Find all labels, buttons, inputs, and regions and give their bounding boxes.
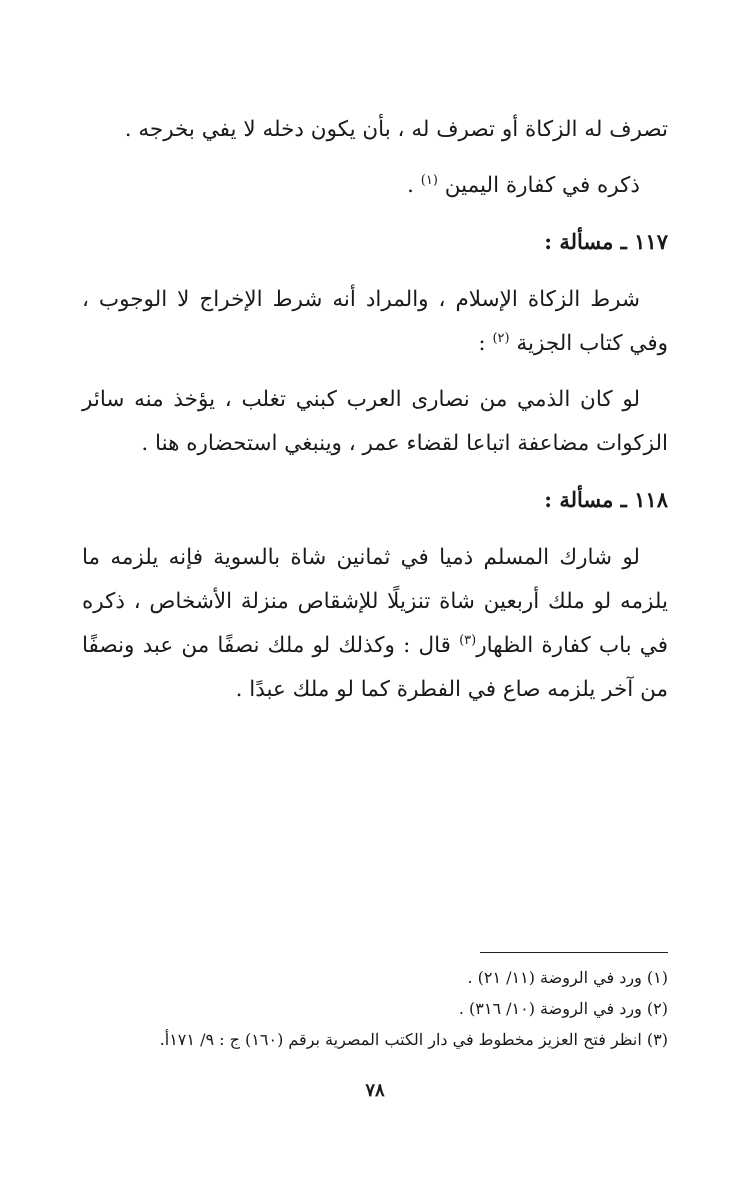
page-number: ٧٨ (365, 1080, 385, 1101)
footnote-divider (480, 952, 668, 953)
footnotes (60, 962, 668, 1055)
footnote-2: (٢) ورد في الروضة (١٠/ ٣١٦) . (458, 999, 668, 1018)
footnote-ref-1[interactable]: (١) (420, 172, 438, 188)
main-text (82, 108, 668, 724)
footnote-1: (١) ورد في الروضة (١١/ ٢١) . (467, 968, 668, 987)
footnote-ref-2[interactable]: (٢) (492, 330, 510, 346)
paragraph-zakat-condition: شرط الزكاة الإسلام ، والمراد أنه شرط الإخراج لا الوجوب ، وفي كتاب الجزية $^{(٢)}$ : (82, 287, 668, 356)
paragraph-partnership: لو شارك المسلم ذميا في ثمانين شاة بالسوية فإنه يلزمه ما يلزمه لو ملك أربعين شاة تنزيلًا للإشقاص منزلة الأشخاص ، ذكره في باب كفارة الظهار$^{(٣)}$ قال : وكذلك لو ملك نصفًا من عبد ونصفًا من آخر يلزمه صاع في الفطرة كما لو ملك عبدًا . (82, 545, 668, 702)
paragraph-dhimmi: لو كان الذمي من نصارى العرب كبني تغلب ، يؤخذ منه سائر الزكوات مضاعفة اتباعا لقضاء عمر ، وينبغي استحضاره هنا . (82, 387, 668, 456)
paragraph-continuation: تصرف له الزكاة أو تصرف له ، بأن يكون دخله لا يفي بخرجه . (124, 117, 668, 142)
footnote-ref-3[interactable]: (٣) (459, 632, 477, 648)
section-heading-117: ١١٧ ـ مسألة : (544, 229, 668, 254)
footnote-3: (٣) انظر فتح العزيز مخطوط في دار الكتب المصرية برقم (١٦٠) ج : ٩/ ١٧١أ. (159, 1030, 668, 1049)
paragraph-reference-kaffarat-alyamin: ذكره في كفارة اليمين $^{(١)}$ . (407, 172, 640, 198)
section-heading-118: ١١٨ ـ مسألة : (544, 487, 668, 512)
